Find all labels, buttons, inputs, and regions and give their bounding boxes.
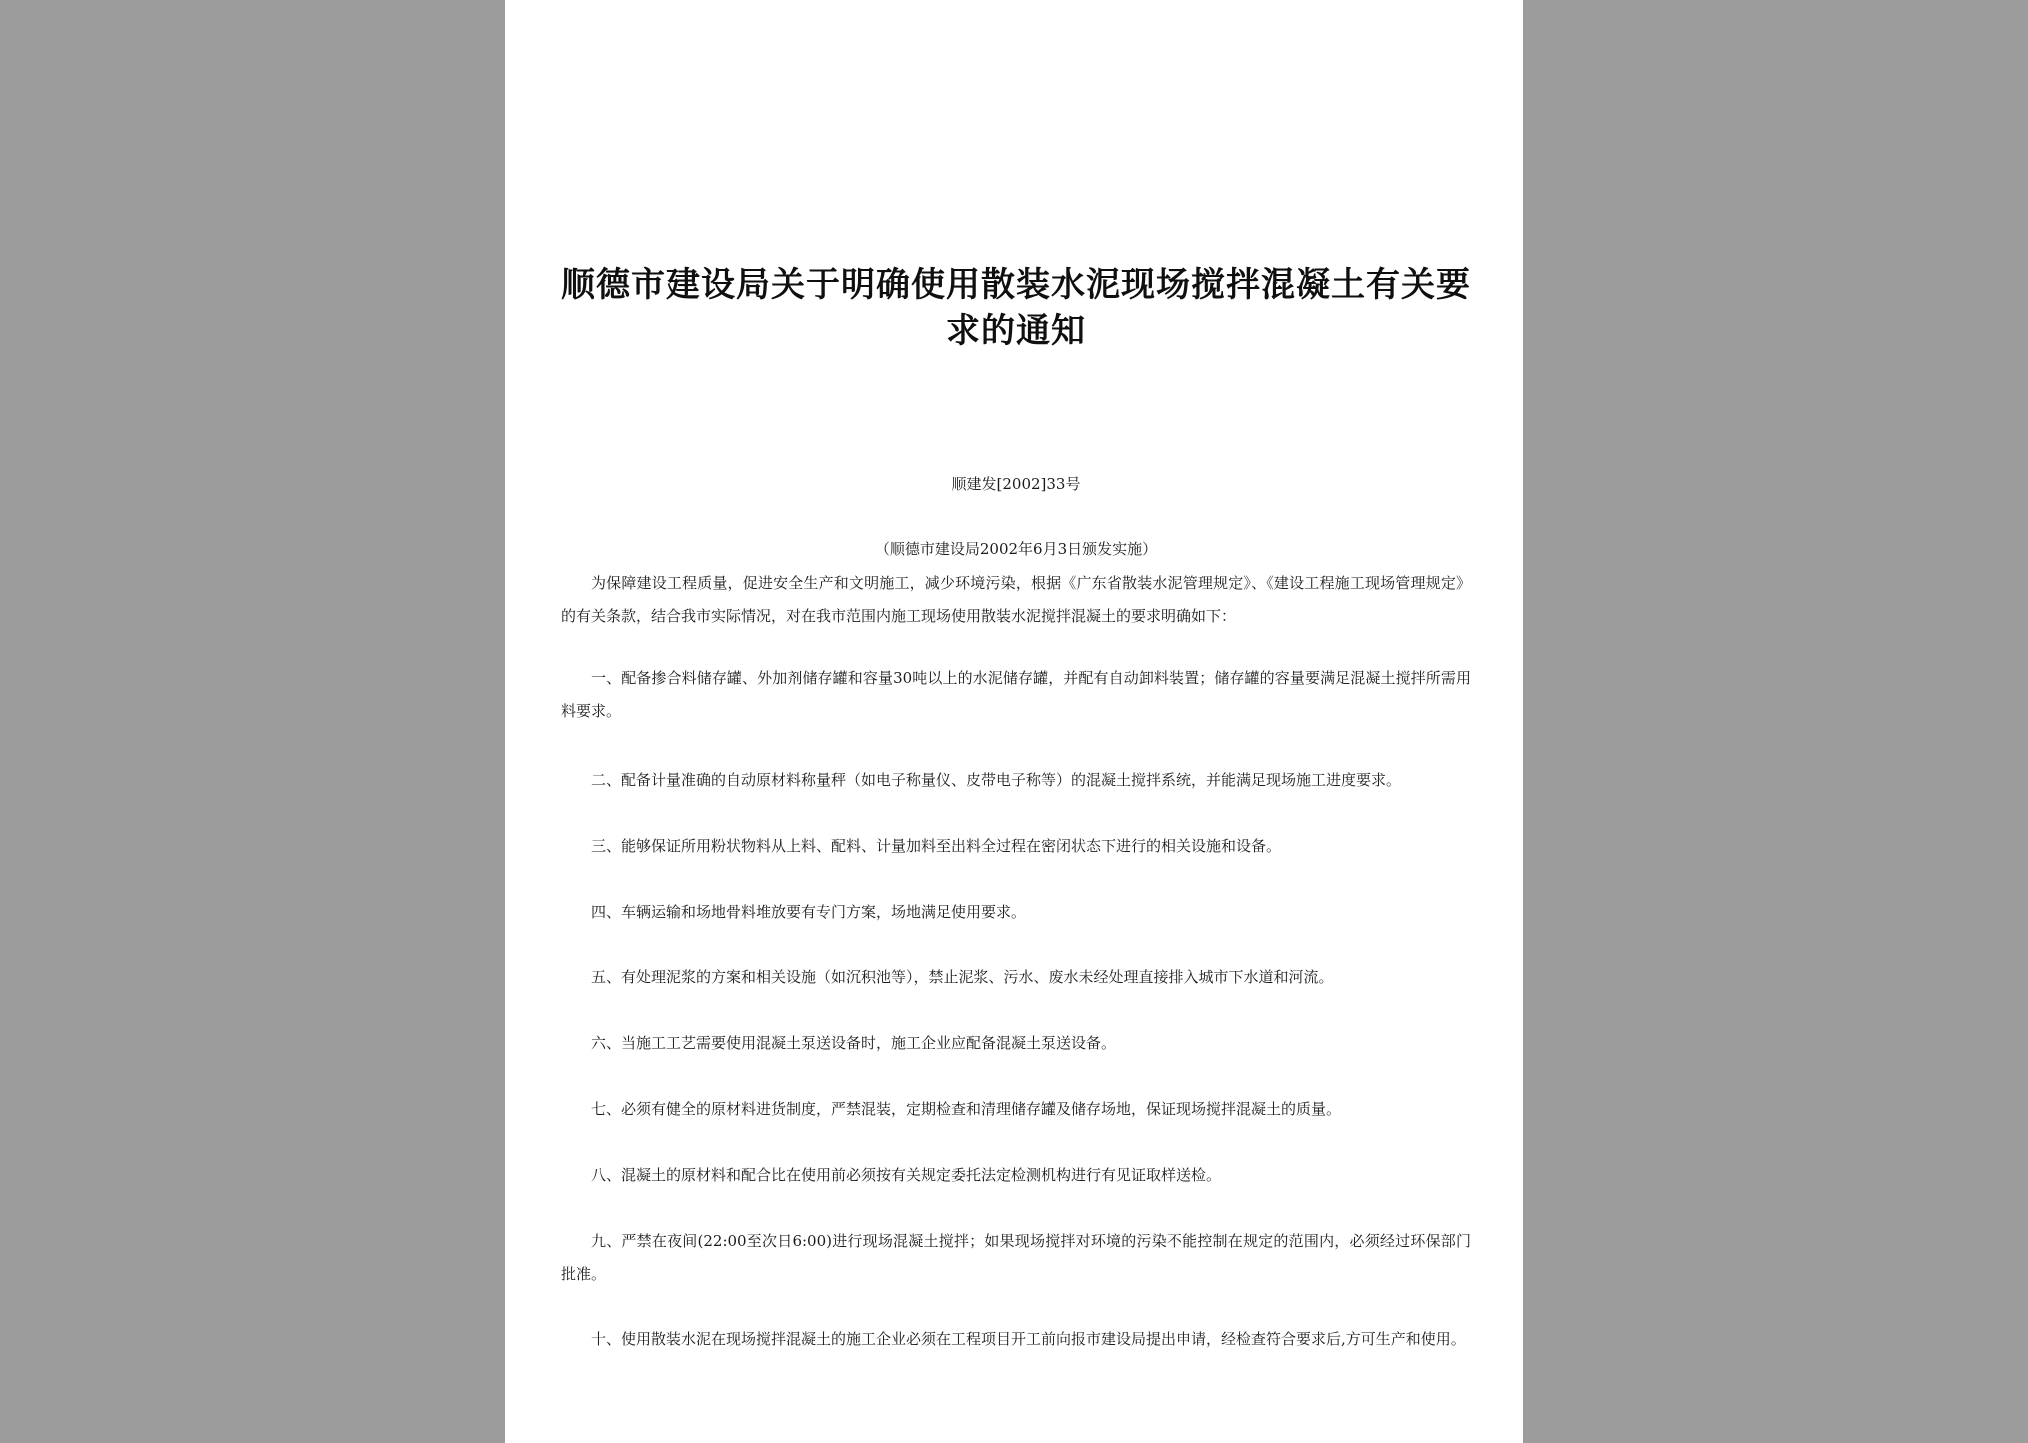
clause-4: 四、车辆运输和场地骨料堆放要有专门方案，场地满足使用要求。 — [591, 903, 1027, 921]
issue-note: （顺德市建设局2002年6月3日颁发实施） — [874, 540, 1158, 558]
clause-7: 七、必须有健全的原材料进货制度，严禁混装，定期检查和清理储存罐及储存场地，保证现场搅拌混凝土的质量。 — [591, 1100, 1342, 1118]
clause-10: 十、使用散装水泥在现场搅拌混凝土的施工企业必须在工程项目开工前向报市建设局提出申请，经检查符合要求后,方可生产和使用。 — [591, 1330, 1466, 1348]
document-page — [505, 0, 1523, 1443]
clause-9: 九、严禁在夜间(22:00至次日6:00)进行现场混凝土搅拌；如果现场搅拌对环境的污染不能控制在规定的范围内，必须经过环保部门批准。 — [561, 1232, 1471, 1283]
document-title: 顺德市建设局关于明确使用散装水泥现场搅拌混凝土有关要求的通知 — [561, 265, 1471, 351]
intro-paragraph: 为保障建设工程质量，促进安全生产和文明施工，减少环境污染，根据《广东省散装水泥管理规定》、《建设工程施工现场管理规定》的有关条款，结合我市实际情况，对在我市范围内施工现场使用散装水泥搅拌混凝土的要求明确如下： — [561, 574, 1471, 625]
document-number: 顺建发[2002]33号 — [951, 475, 1081, 493]
clause-8: 八、混凝土的原材料和配合比在使用前必须按有关规定委托法定检测机构进行有见证取样送检。 — [591, 1166, 1222, 1184]
clause-2: 二、配备计量准确的自动原材料称量秤（如电子称量仪、皮带电子称等）的混凝土搅拌系统，并能满足现场施工进度要求。 — [591, 771, 1402, 789]
clause-1: 一、配备掺合料储存罐、外加剂储存罐和容量30吨以上的水泥储存罐，并配有自动卸料装置；储存罐的容量要满足混凝土搅拌所需用料要求。 — [561, 669, 1471, 720]
clause-6: 六、当施工工艺需要使用混凝土泵送设备时，施工企业应配备混凝土泵送设备。 — [591, 1034, 1117, 1052]
clause-5: 五、有处理泥浆的方案和相关设施（如沉积池等），禁止泥浆、污水、废水未经处理直接排入城市下水道和河流。 — [591, 968, 1334, 986]
clause-3: 三、能够保证所用粉状物料从上料、配料、计量加料至出料全过程在密闭状态下进行的相关设施和设备。 — [591, 837, 1282, 855]
